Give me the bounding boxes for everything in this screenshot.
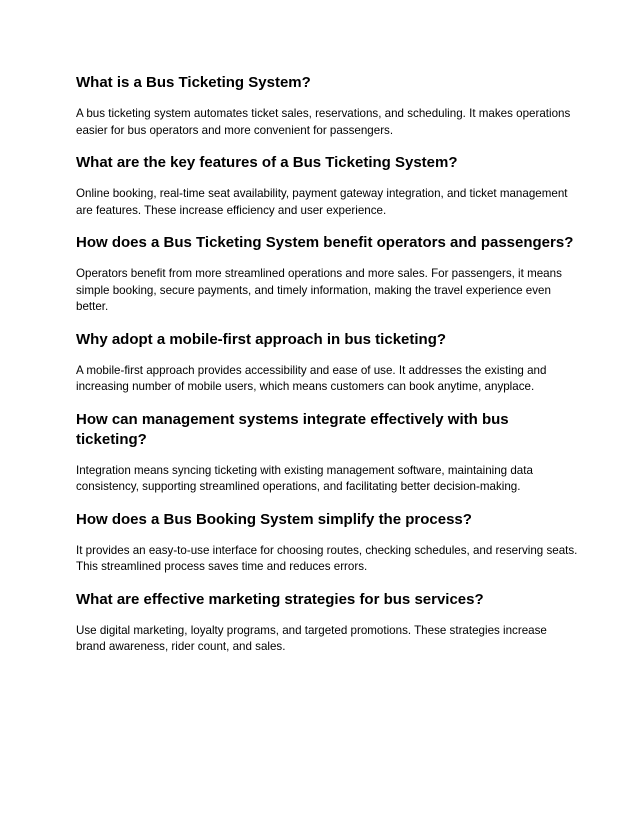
faq-answer: A bus ticketing system automates ticket sales, reservations, and scheduling. It makes operations easier for bus operators and more convenient for passengers.: [76, 107, 571, 137]
faq-question: How does a Bus Ticketing System benefit operators and passengers?: [76, 234, 574, 251]
faq-answer: Integration means syncing ticketing with existing management software, maintaining data consistency, supporting streamlined operations, and facilitating better decision-making.: [76, 463, 533, 493]
faq-item: [76, 410, 578, 496]
faq-question: What are the key features of a Bus Ticketing System?: [76, 154, 458, 171]
faq-item: [76, 330, 578, 396]
faq-answer: Operators benefit from more streamlined operations and more sales. For passengers, it means simple booking, secure payments, and timely information, making the travel experience even better.: [76, 267, 562, 313]
faq-question: What are effective marketing strategies for bus services?: [76, 590, 484, 608]
faq-item: [76, 233, 578, 316]
faq-question: How can management systems integrate effectively with bus ticketing?: [76, 410, 509, 448]
faq-answer: A mobile-first approach provides accessibility and ease of use. It addresses the existing and increasing number of mobile users, which means customers can book anytime, anyplace.: [76, 363, 547, 393]
faq-answer: Online booking, real-time seat availability, payment gateway integration, and ticket management are features. These increase efficiency and user experience.: [76, 187, 568, 217]
faq-answer: It provides an easy-to-use interface for choosing routes, checking schedules, and reserving seats. This streamlined process saves time and reduces errors.: [76, 543, 578, 573]
faq-item: [76, 590, 578, 656]
faq-question: What is a Bus Ticketing System?: [76, 74, 311, 91]
faq-answer: Use digital marketing, loyalty programs, and targeted promotions. These strategies increase brand awareness, rider count, and sales.: [76, 623, 547, 653]
faq-question: How does a Bus Booking System simplify the process?: [76, 510, 472, 528]
faq-item: [76, 153, 578, 219]
faq-item: [76, 510, 578, 576]
faq-item: [76, 73, 578, 139]
faq-question: Why adopt a mobile-first approach in bus ticketing?: [76, 330, 447, 348]
